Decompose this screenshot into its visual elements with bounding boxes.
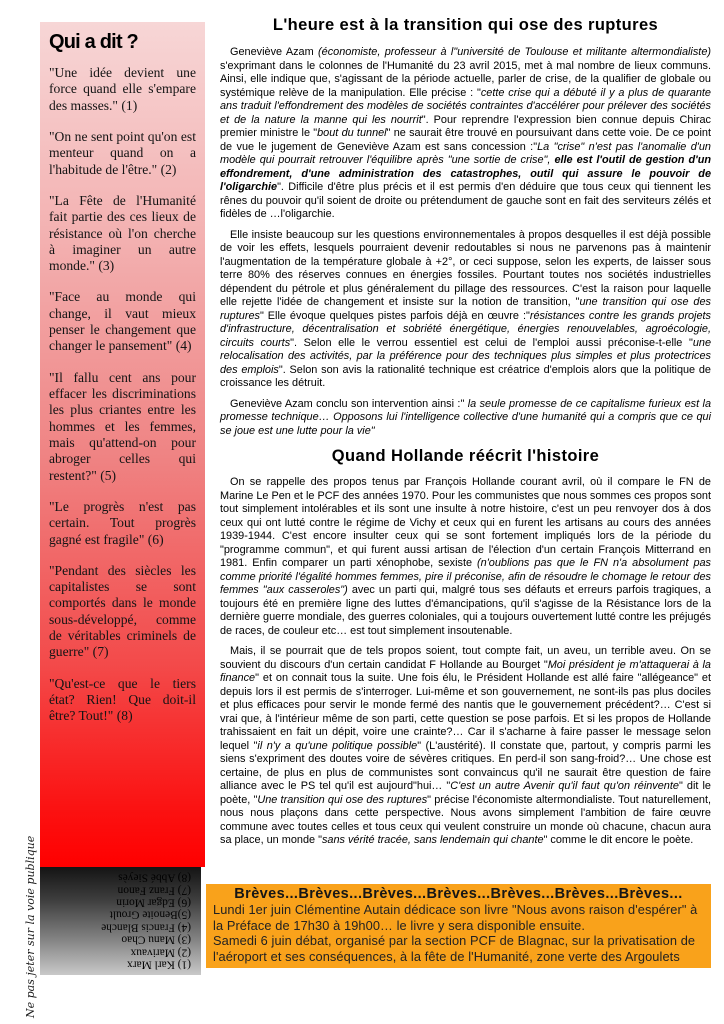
quiz-answer: (7) Franz Fanon <box>117 883 191 896</box>
article-paragraph <box>220 229 711 391</box>
text-run: ". Selon elle le verrou essentiel est celui de l'emploi aussi préconise-t-elle " <box>290 336 693 349</box>
quiz-quote: "Il fallu cent ans pour effacer les discriminations les plus criantes entre les hommes et les femmes, mais qu'attend-on pour abroger celles qui restent?" (5) <box>49 369 196 483</box>
article-paragraph <box>220 46 711 222</box>
text-run: une relocalisation des activités, par la préférence pour des techniques plus simples et plus protectrices des emplois <box>220 336 711 376</box>
breve-item: Lundi 1er juin Clémentine Autain dédicace son livre "Nous avons raison d'espérer" à la Préface de 17h30 à 19h00… le livre y sera disponible ensuite. <box>213 902 698 933</box>
text-run: (économiste, professeur à l"université de Toulouse et militante altermondialiste) <box>318 46 712 58</box>
text-run: Elle insiste beaucoup sur les questions environnementales à propos desquelles il est déjà possible de voir les effets, lesquels pourraient devenir redoutables si nous ne parvenons pas à maintenir l'augmentation de la température globale à +2°, or ceci suppose, selon les experts, de laisser sous terre 80% des réserves connues en énergies fossiles. Pourtant toutes nos sociétés industrielles dépendent du pétrole et plus généralement du pillage des ressources. C'est la raison pour laquelle elle rejette l'idée de changement et insiste sur la notion de transition, " <box>220 228 711 308</box>
text-run: Moi président je m'attaquerai à la finance <box>220 658 711 684</box>
quiz-answers-rotated <box>40 867 201 974</box>
text-run: bout du tunnel <box>317 127 387 139</box>
text-run: s'exprimant dans le colonnes de l'Humanité du 23 avril 2015, met à mal nombre de lieux communs. Ainsi, elle indique que, s'agissant de la période actuelle, parler de crise, de la qualifier de globale ou systémique relève de la manipulation. Elle précise : " <box>220 59 711 99</box>
text-run: elle est l'outil de gestion d'un effondrement, d'une administration des catastrophes, outil qui assure le pouvoir de l'oligarchie <box>220 154 711 193</box>
text-run: " Elle évoque quelques pistes parfois déjà en œuvre :" <box>259 309 530 322</box>
quiz-quote: "La Fête de l'Humanité fait partie des ces lieux de résistance où l'on cherche à imaginer un autre monde." (3) <box>49 192 196 274</box>
text-run: Mais, il se pourrait que de tels propos soient, tout compte fait, un aveu, un terrible aveu. On se souvient du discours d'un certain candidat F Hollande au Bourget " <box>220 645 711 671</box>
quiz-answer: (5)Benoite Groult <box>109 908 191 921</box>
quiz-quote: "Face au monde qui change, il vaut mieux penser le changement que changer le pansement" (4) <box>49 289 196 354</box>
text-run: La "crise" n'est pas l'anomalie d'un modèle qui pourrait retrouver l'équilibre après "une sortie de crise", <box>220 140 711 166</box>
breves-header: Brèves...Brèves...Brèves...Brèves...Brèves...Brèves...Brèves... <box>234 886 683 902</box>
text-run: C'est un autre Avenir qu'il faut qu'on réinvente <box>450 780 679 792</box>
quiz-answer: (4) Francis Blanche <box>101 921 191 934</box>
quiz-quote: "Le progrès n'est pas certain. Tout progrès gagné est fragile" (6) <box>49 498 196 547</box>
text-run: ". Difficile d'être plus précis et il est permis d'en déduire que tous ceux qui tiennent les rênes du pouvoir qu'il soient de droite ou prétendument de gauche sont en fait des serviteurs zélés et fidèles de …l'oligarchie. <box>220 181 711 220</box>
text-run: On se rappelle des propos tenus par François Hollande courant avril, où il compare le FN de Marine Le Pen et le PCF des années 1970. Pour les communistes que nous sommes ces propos sont tout simplement intolérables et ils sont une insulte à notre histoire, c'est un peu renvoyer dos à dos ceux qui ont lutté contre le régime de Vichy et ceux qui en furent les artisans au cours des années 1939-1944. C'est encore insulter ceux qui se sont fortement impliqués lors de la période du "programme commun", et qui furent aussi artisan de l'élection d'un certain François Mitterrand en 1981. Enfin comparer un parti xénophobe, sexiste <box>220 476 711 569</box>
text-run: Une transition qui ose des ruptures <box>257 793 428 806</box>
article-2-title: Quand Hollande réécrit l'histoire <box>331 447 600 465</box>
text-run: sans vérité tracée, sans lendemain qui chante <box>321 834 544 846</box>
text-run: " dit le poète, " <box>220 780 711 806</box>
quiz-quote: "Pendant des siècles les capitalistes se sont comportés dans le monde sous-développé, comme de véritables criminels de guerre" (7) <box>49 562 196 660</box>
text-run: " précise l'économiste altermondialiste. Tout naturellement, nous nous plaçons dans cette perspective. Nous avons simplement l'ambition de faire œuvre commune avec toutes celles et tous ceux qui veulent construire un monde où chacune, chacun aura sa place, un monde " <box>220 793 712 846</box>
quiz-answers-box <box>40 867 201 975</box>
text-run: Geneviève Azam conclu son intervention ainsi :" <box>230 397 468 410</box>
text-run: Geneviève Azam <box>230 46 319 58</box>
text-run: ". Selon son avis la rationalité technique est créatrice d'emplois alors que la politique de croissance les détruit. <box>220 363 711 389</box>
text-run: résistances contre les grands projets d'infrastructure, décentralisation et sobriété énergétique, énergies renouvelables, agroécologie, circuits courts <box>220 309 711 349</box>
text-run: (n'oublions pas que le FN n'a absolument pas comme priorité l'égalité hommes femmes, pire il préconise, afin de résoudre le chomage le retour des femmes "aux casseroles") <box>220 557 712 596</box>
quiz-answer: (3) Manu Chao <box>121 933 191 946</box>
quiz-sidebar <box>40 22 205 867</box>
text-run: une transition qui ose des ruptures <box>220 296 711 322</box>
text-run: ". Pour reprendre l'expression bien connue depuis Chirac premier ministre le " <box>220 113 711 139</box>
text-run: " ne saurait être trouvé en poursuivant dans cette voie. De ce point de vue le jugement de Geneviève Azam est sans concession :" <box>220 127 711 153</box>
quiz-answer: (2) Marivaux <box>130 945 191 958</box>
article-1-body <box>220 46 711 438</box>
quiz-quote: "Qu'est-ce que le tiers état? Rien! Que doit-il être? Tout!" (8) <box>49 675 196 724</box>
text-run: il n'y a qu'une politique possible <box>257 739 418 752</box>
article-paragraph <box>220 645 711 848</box>
main-column <box>220 16 711 855</box>
quiz-answer: (6) Edgar Morin <box>116 896 191 909</box>
quiz-quote: "Une idée devient une force quand elle s'empare des masses." (1) <box>49 65 196 113</box>
text-run: " comme le dit encore le poète. <box>543 834 694 846</box>
quiz-answer: (1) Karl Marx <box>127 958 191 971</box>
breves-items <box>213 902 704 964</box>
article-paragraph <box>220 476 711 638</box>
text-run: avec un parti qui, malgré tous ses défauts et erreurs parfois tragiques, a toujours été en première ligne des luttes d'émancipations, qu'il s'agisse de la Résistance lors de la dernière guerre mondiale, des guerres coloniales, qui a toujours ouvertement lutté contre les préjugés de races, de couleur etc… est tout simplement insoutenable. <box>220 584 711 637</box>
text-run: cette crise qui a débuté il y a plus de quarante ans traduit l'effondrement des modèles de sociétés contraintes d'accélérer pour prélever des sociétés et de la nature la manne qui les nourrit <box>220 86 711 126</box>
article-paragraph <box>220 398 711 439</box>
article-2-body <box>220 476 711 848</box>
breves-box <box>206 884 711 968</box>
quiz-answer: (8) Abbé Sieyès <box>118 871 191 884</box>
quiz-title: Qui a dit ? <box>49 31 138 53</box>
text-run: " et on connait tous la suite. Une fois élu, le Président Hollande est allé faire "allégeance" et depuis lors il est permis de s'interroger. Lui-même et son gouvernement, ne sont-ils pas plus dociles et plus efficaces pour servir le monde fermé des nantis que le gouvernement précédent?… C'est si vrai que, à l'intérieur même de son parti, cette question se pose parfois. Et si les propos de Hollande trahissaient en fait un dépit, voire une crainte?… Car il s'acharne à faire passer le message selon lequel " <box>220 672 711 752</box>
breve-item: Samedi 6 juin débat, organisé par la section PCF de Blagnac, sur la privatisation de l'aéroport et ses conséquences, à la fête de l'Humanité, zone verte des Argoulets <box>213 933 696 964</box>
text-run: " (L'austérité). Il constate que, partout, y compris parmi les siens s'expriment des doutes voire de sévères critiques. En perd-il son sang-froid?… Une chose est certaine, de plus en plus de communistes sont convaincus qu'il ne saurait être question de faire alliance avec le PS tel qu'il est aujourd"hui… " <box>220 739 712 792</box>
disposal-notice: Ne pas jeter sur la voie publique <box>24 835 37 1018</box>
quiz-quote-list <box>49 65 196 725</box>
quiz-quote: "On ne sent point qu'on est menteur quand on a l'habitude de l'être." (2) <box>49 128 196 177</box>
text-run: la seule promesse de ce capitalisme furieux est la promesse technique… Opposons lui l'intelligence collective d'une humanité qui a compris que ce qui se joue est une lutte pour la vie" <box>220 397 711 437</box>
article-1-title: L'heure est à la transition qui ose des ruptures <box>272 16 659 34</box>
